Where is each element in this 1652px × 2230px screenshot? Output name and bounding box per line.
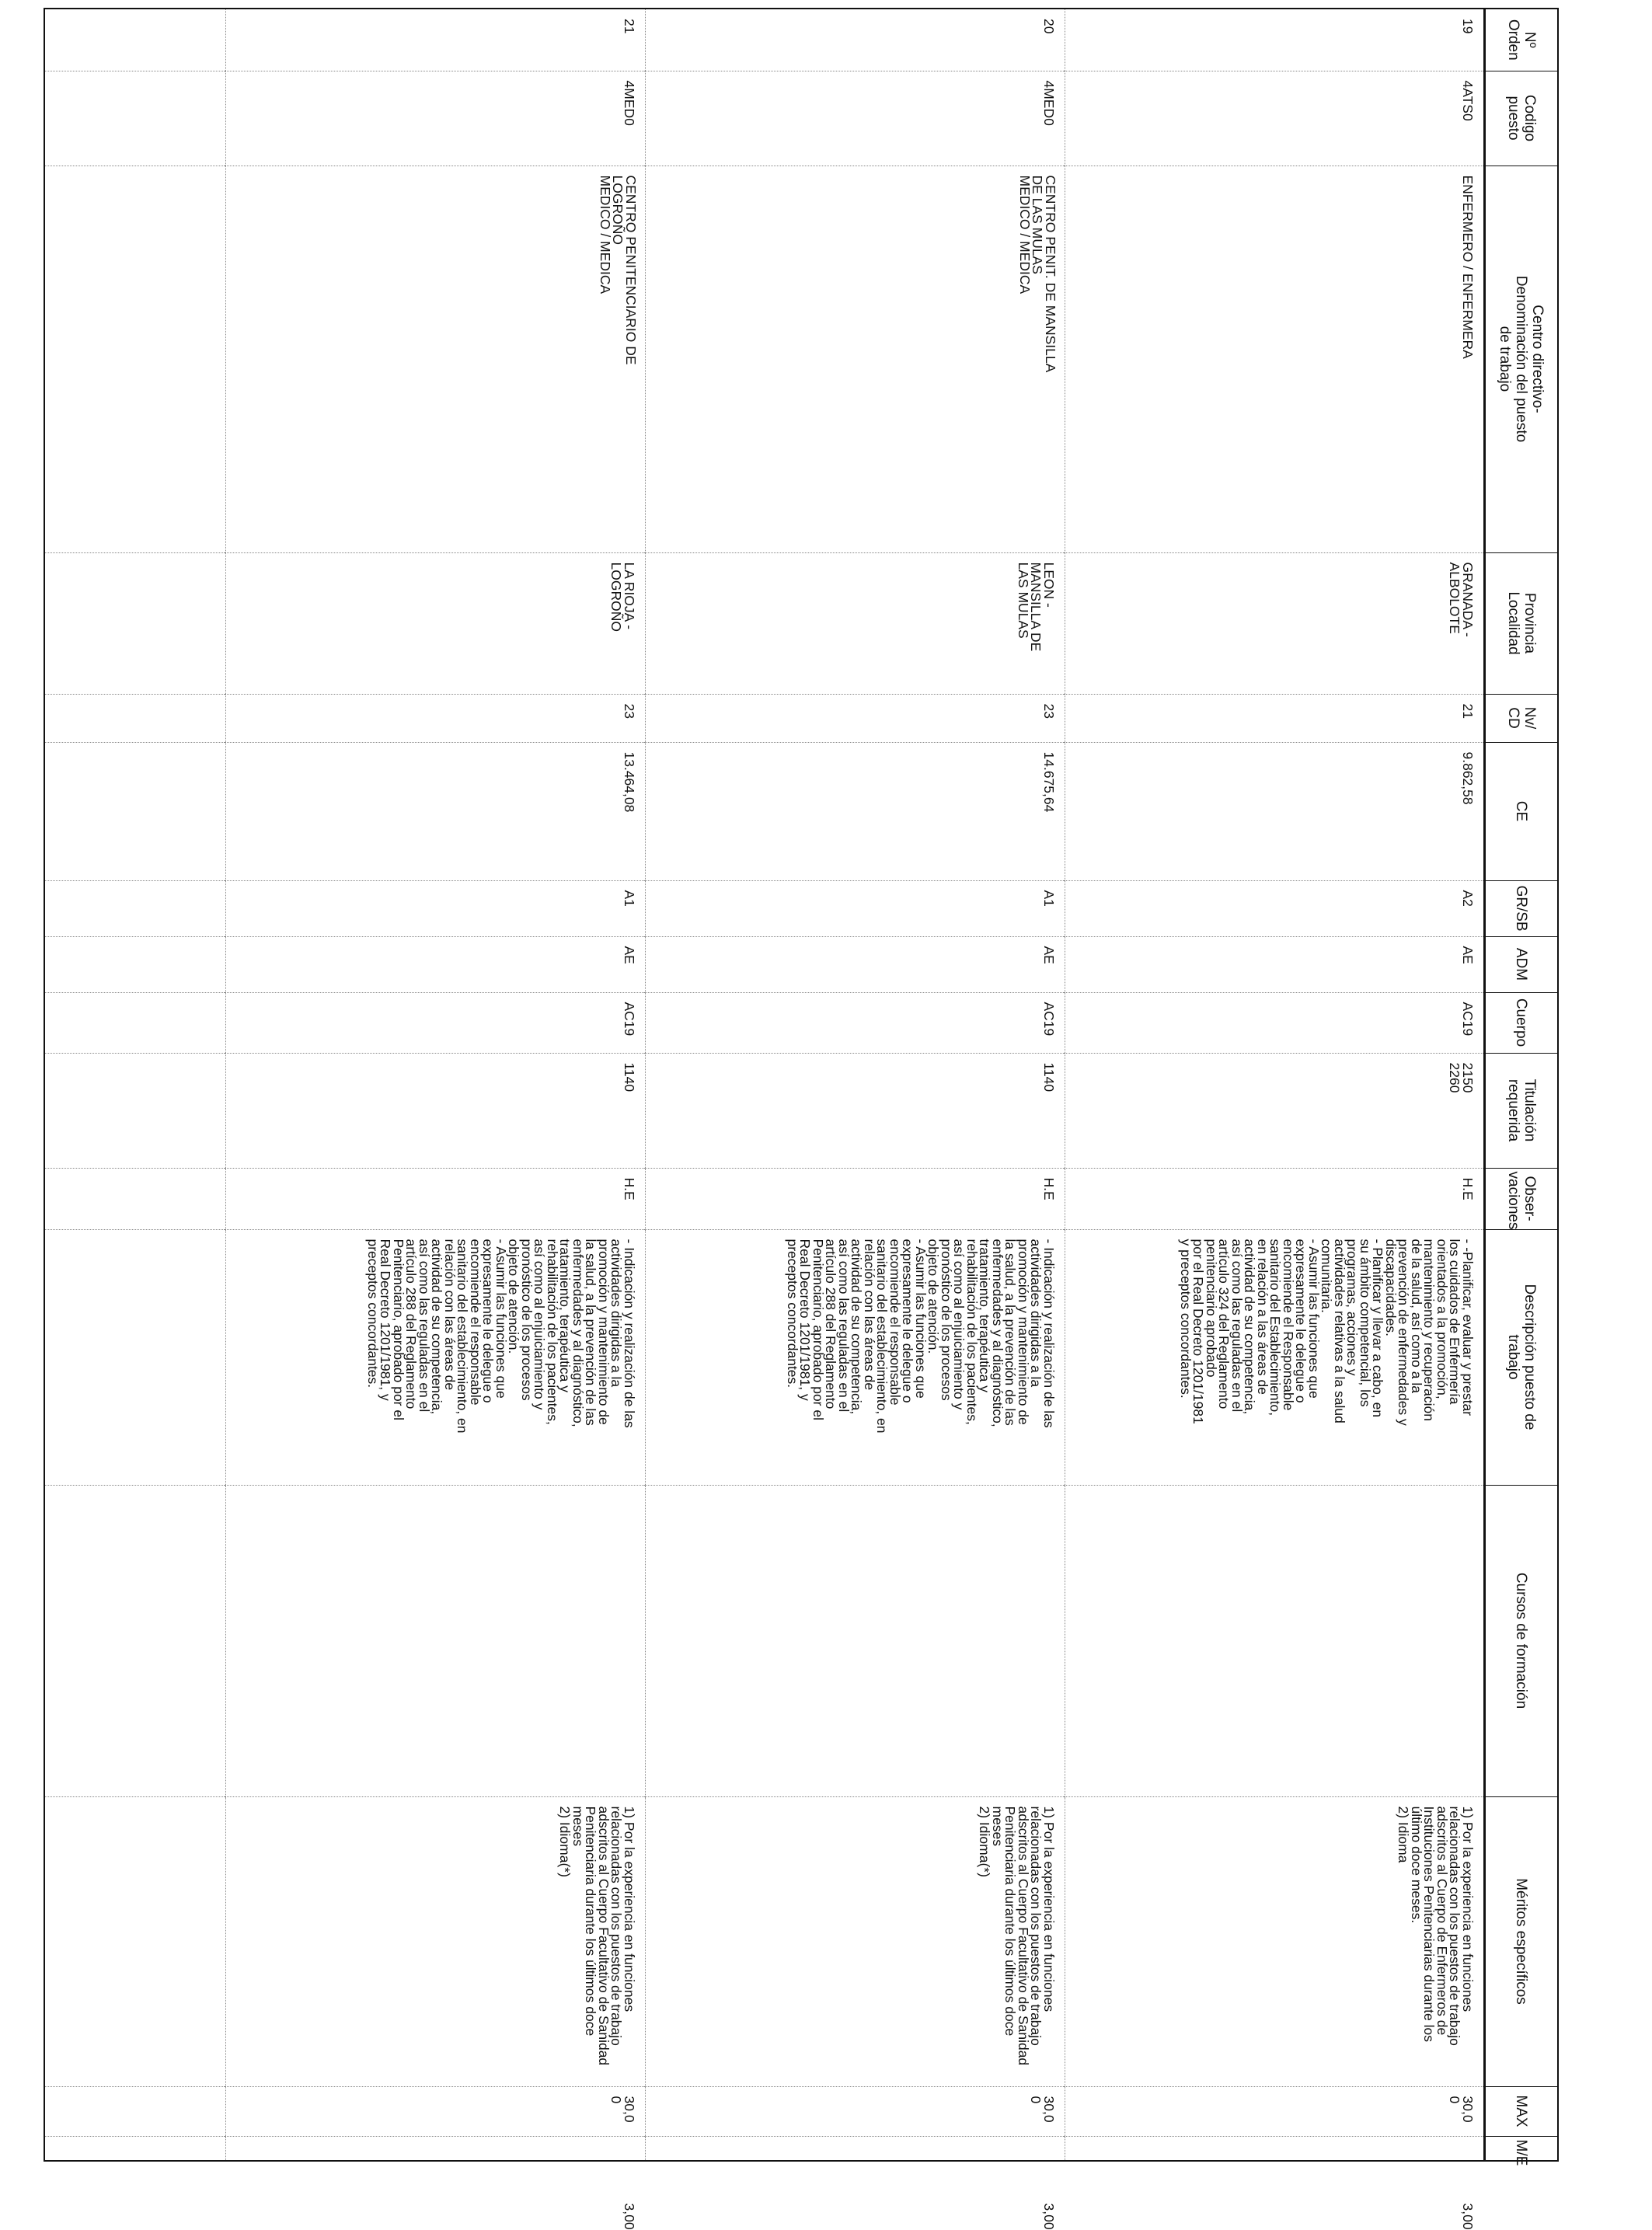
- cell-me: [1065, 2136, 1485, 2161]
- cell-centro: [1065, 166, 1485, 552]
- header-grupo: GR/SB: [1485, 880, 1559, 936]
- max-value: 30,0 0: [608, 2096, 637, 2123]
- cell-max: [1065, 2086, 1485, 2230]
- header-descripcion: Descripción puesto de trabajo: [1485, 1229, 1559, 1485]
- cell-cursos: [646, 1485, 1065, 1796]
- puesto-name: ENFERMERO / ENFERMERA: [1460, 175, 1476, 359]
- cell-codigo: 4MED0: [646, 71, 1065, 166]
- cell-titulacion: 1140: [226, 1053, 646, 1168]
- cell-cuerpo: AC19: [226, 992, 646, 1053]
- empty-cell: [44, 1229, 226, 1485]
- cell-orden: 19: [1065, 9, 1485, 71]
- empty-cell: [44, 880, 226, 936]
- header-centro: Centro directivo- Denominación del puesto de trabajo: [1485, 166, 1559, 552]
- cell-me: [646, 2136, 1065, 2161]
- empty-cell: [44, 71, 226, 166]
- header-meritos: Méritos específicos: [1485, 1796, 1559, 2086]
- cell-nivel: 21: [1065, 694, 1485, 742]
- header-row: [1485, 9, 1559, 2161]
- cell-descripcion: - -Planificar, evaluar y prestar los cuidados de Enfermería orientados a la promoción, mantenimiento y recuperación de la salud, así como a la prevención de enfermedades y discapacidades. - Planificar y llevar a cabo, en su ámbito competencial, los programas, acciones y actividades relativas a la salud comunitaria. - Asumir las funciones que expresamente le delegue o encomiende el Responsable sanitario del Establecimiento, en relación a las áreas de actividad de su competencia, así como las reguladas en el artículo 324 del Reglamento penitenciario aprobado por el Real Decreto 1201/1981 y preceptos concordantes.: [1065, 1229, 1485, 1485]
- cell-meritos: 1) Por la experiencia en funciones relacionadas con los puestos de trabajo adscritos al Cuerpo de Enfermeros de Instituciones Penitenciarias durante los último doce meses. 2) Idioma: [1065, 1796, 1485, 2086]
- header-observaciones: Obser- vaciones: [1485, 1168, 1559, 1229]
- cell-codigo: 4MED0: [226, 71, 646, 166]
- empty-row: [44, 9, 226, 2161]
- header-provincia: Provincia Localidad: [1485, 552, 1559, 694]
- rotated-page: [44, 8, 1559, 2230]
- cell-orden: 20: [646, 9, 1065, 71]
- cell-ce: 14.675,64: [646, 742, 1065, 880]
- cell-grupo: A1: [226, 880, 646, 936]
- empty-cell: [44, 694, 226, 742]
- cell-cursos: [1065, 1485, 1485, 1796]
- cell-codigo: 4ATS0: [1065, 71, 1485, 166]
- cell-centro: [646, 166, 1065, 552]
- cell-observaciones: H.E: [226, 1168, 646, 1229]
- header-cursos: Cursos de formación: [1485, 1485, 1559, 1796]
- cell-adm: AE: [1065, 936, 1485, 992]
- cell-grupo: A1: [646, 880, 1065, 936]
- puesto-name: MEDICO / MEDICA: [1017, 175, 1033, 294]
- cell-orden: 21: [226, 9, 646, 71]
- centro-name: CENTRO PENITENCIARIO DE LOGROÑO: [610, 175, 639, 365]
- max-value-idioma: 3,00: [1041, 2203, 1057, 2230]
- cell-cuerpo: AC19: [1065, 992, 1485, 1053]
- cell-ce: 9.862,58: [1065, 742, 1485, 880]
- table-row: [646, 9, 1065, 2161]
- header-max: MAX: [1485, 2086, 1559, 2136]
- cell-meritos: 1) Por la experiencia en funciones relacionadas con los puestos de trabajo adscritos al Cuerpo Facultativo de Sanidad Penitenciaria durante los últimos doce meses 2) Idioma(*): [226, 1796, 646, 2086]
- cell-cursos: [226, 1485, 646, 1796]
- job-positions-table: [44, 8, 1559, 2230]
- empty-cell: [44, 1168, 226, 1229]
- cell-provincia: LA RIOJA - LOGROÑO: [226, 552, 646, 694]
- cell-titulacion: 2150 2260: [1065, 1053, 1485, 1168]
- empty-cell: [44, 1485, 226, 1796]
- cell-provincia: GRANADA - ALBOLOTE: [1065, 552, 1485, 694]
- cell-titulacion: 1140: [646, 1053, 1065, 1168]
- table-row: [226, 9, 646, 2161]
- cell-descripcion: - Indicación y realización de las actividades dirigidas a la promoción y mantenimiento de la salud, a la prevención de las enfermedades y al diagnóstico, tratamiento, terapéutica y rehabilitación de los pacientes, así como al enjuiciamiento y pronóstico de los procesos objeto de atención. - Asumir las funciones que expresamente le delegue o encomiende el responsable sanitario del establecimiento, en relación con las áreas de actividad de su competencia, así como las reguladas en el artículo 288 del Reglamento Penitenciario, aprobado por el Real Decreto 1201/1981, y preceptos concordantes.: [646, 1229, 1065, 1485]
- header-cuerpo: Cuerpo: [1485, 992, 1559, 1053]
- header-orden: Nº Orden: [1485, 9, 1559, 71]
- empty-cell: [44, 992, 226, 1053]
- max-value: 30,0 0: [1447, 2096, 1476, 2123]
- empty-cell: [44, 1796, 226, 2086]
- cell-ce: 13.464,08: [226, 742, 646, 880]
- header-me: M/E: [1485, 2136, 1559, 2161]
- empty-cell: [44, 166, 226, 552]
- cell-grupo: A2: [1065, 880, 1485, 936]
- cell-max: [646, 2086, 1065, 2230]
- cell-provincia: LEON - MANSILLA DE LAS MULAS: [646, 552, 1065, 694]
- header-nivel: Nv/ CD: [1485, 694, 1559, 742]
- cell-cuerpo: AC19: [646, 992, 1065, 1053]
- cell-adm: AE: [646, 936, 1065, 992]
- max-value-idioma: 3,00: [622, 2203, 637, 2230]
- cell-nivel: 23: [646, 694, 1065, 742]
- empty-cell: [44, 1053, 226, 1168]
- cell-max: [226, 2086, 646, 2230]
- empty-cell: [44, 936, 226, 992]
- table-row: [1065, 9, 1485, 2161]
- cell-observaciones: H.E: [1065, 1168, 1485, 1229]
- cell-me: [226, 2136, 646, 2161]
- max-value: 30,0 0: [1028, 2096, 1057, 2123]
- max-value-idioma: 3,00: [1460, 2203, 1476, 2230]
- header-ce: CE: [1485, 742, 1559, 880]
- cell-descripcion: - Indicación y realización de las actividades dirigidas a la promoción y mantenimiento de la salud, a la prevención de las enfermedades y al diagnóstico, tratamiento, terapéutica y rehabilitación de los pacientes, así como al enjuiciamiento y pronóstico de los procesos objeto de atención. - Asumir las funciones que expresamente le delegue o encomiende el responsable sanitario del establecimiento, en relación con las áreas de actividad de su competencia, así como las reguladas en el artículo 288 del Reglamento Penitenciario, aprobado por el Real Decreto 1201/1981, y preceptos concordantes.: [226, 1229, 646, 1485]
- cell-adm: AE: [226, 936, 646, 992]
- cell-centro: [226, 166, 646, 552]
- cell-meritos: 1) Por la experiencia en funciones relacionadas con los puestos de trabajo adscritos al Cuerpo Facultativo de Sanidad Penitenciaria durante los últimos doce meses 2) Idioma(*): [646, 1796, 1065, 2086]
- cell-nivel: 23: [226, 694, 646, 742]
- empty-cell: [44, 742, 226, 880]
- header-adm: ADM: [1485, 936, 1559, 992]
- empty-cell: [44, 2086, 226, 2136]
- empty-cell: [44, 9, 226, 71]
- empty-cell: [44, 552, 226, 694]
- puesto-name: MEDICO / MEDICA: [598, 175, 613, 294]
- cell-observaciones: H.E: [646, 1168, 1065, 1229]
- header-codigo: Codigo puesto: [1485, 71, 1559, 166]
- empty-cell: [44, 2136, 226, 2161]
- centro-name: CENTRO PENIT. DE MANSILLA DE LAS MULAS: [1030, 175, 1058, 373]
- header-titulacion: Titulación requerida: [1485, 1053, 1559, 1168]
